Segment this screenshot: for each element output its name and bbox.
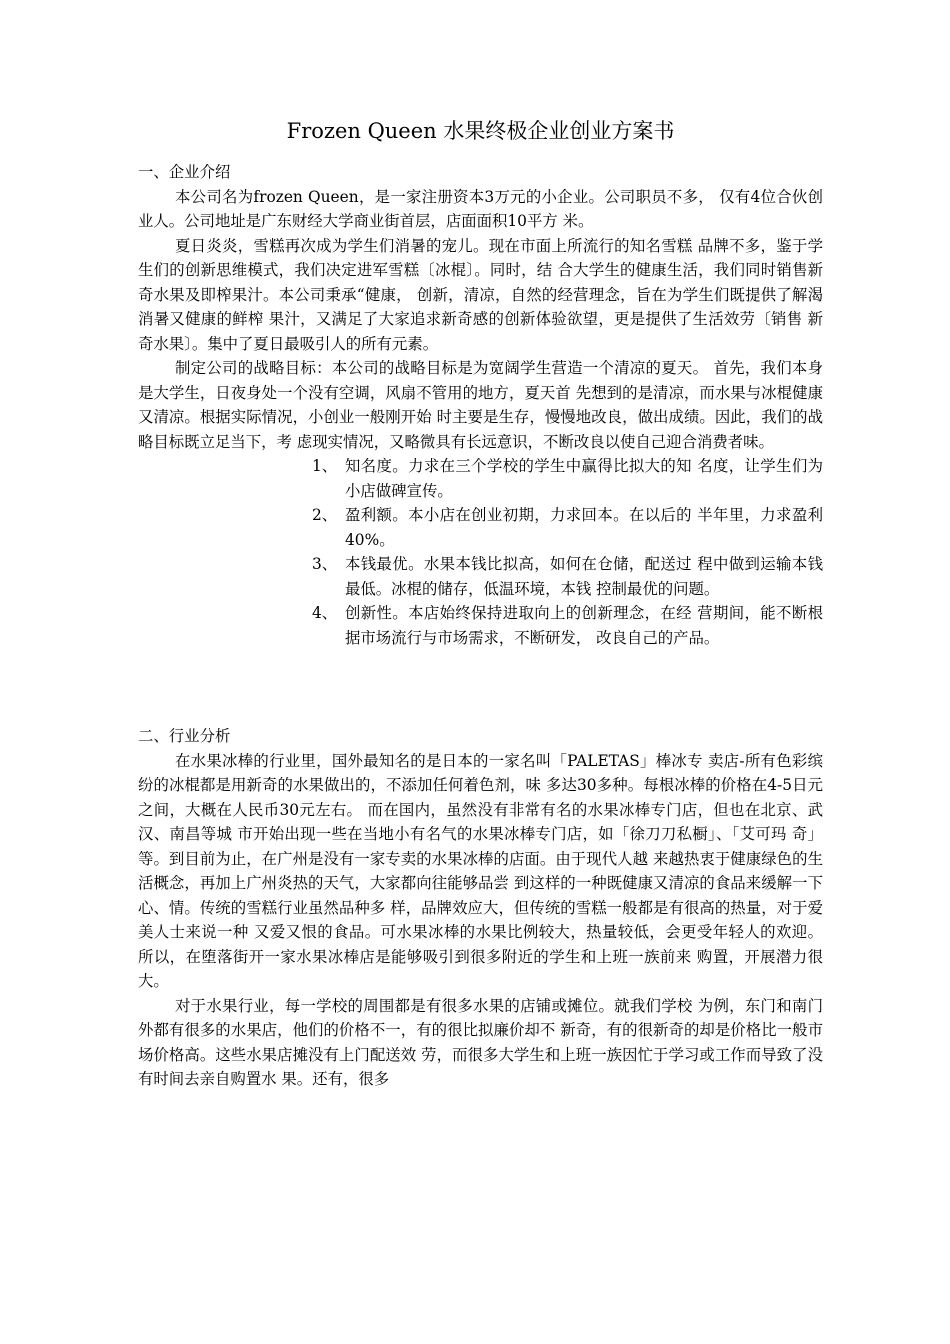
list-item-text: 盈利额。本小店在创业初期，力求回本。在以后的 半年里，力求盈利40%。 — [345, 506, 823, 549]
section-heading-company-intro: 一、企业介绍 — [138, 163, 231, 181]
document-body — [138, 160, 823, 1092]
list-item-text: 知名度。力求在三个学校的学生中赢得比拟大的知 名度，让学生们为小店做碑宣传。 — [345, 457, 823, 500]
paragraph: 夏日炎炎，雪糕再次成为学生们消暑的宠儿。现在市面上所流行的知名雪糕 品牌不多，鉴于学生们的创新思维模式，我们决定进军雪糕〔冰棍〕。同时，结 合大学生的健康生活，我们同时销售新奇水果及即榨果汁。本公司秉承“健康， 创新，清凉，自然的经营理念，旨在为学生们既提供了解渴消暑又健康的鲜榨 果汁，又满足了大家追求新奇感的创新体验欲望，更是提供了生活效劳〔销售 新奇水果〕。集中了夏日最吸引人的所有元素。 — [138, 236, 823, 353]
section-heading-industry-analysis: 二、行业分析 — [138, 727, 231, 745]
list-item-text: 本钱最优。水果本钱比拟高，如何在仓储，配送过 程中做到运输本钱最低。冰棍的储存，低温环境，本钱 控制最优的问题。 — [345, 555, 823, 598]
strategic-goals-list — [312, 454, 823, 650]
list-item — [312, 454, 823, 503]
list-number: 2、 — [312, 506, 338, 524]
list-item — [312, 601, 823, 650]
list-item — [312, 503, 823, 552]
list-number: 4、 — [312, 604, 338, 622]
document-title: Frozen Queen 水果终极企业创业方案书 — [286, 119, 675, 143]
paragraph: 制定公司的战略目标：本公司的战略目标是为宽阔学生营造一个清凉的夏天。 首先，我们本身是大学生，日夜身处一个没有空调，风扇不管用的地方，夏天首 先想到的是清凉，而水果与冰棍健康又清凉。根据实际情况，小创业一般刚开始 时主要是生存，慢慢地改良，做出成绩。因此，我们的战略目标既立足当下，考 虑现实情况，又略微具有长远意识，不断改良以使自己迎合消费者味。 — [138, 359, 823, 451]
list-item — [312, 552, 823, 601]
paragraph: 对于水果行业，每一学校的周围都是有很多水果的店铺或摊位。就我们学校 为例，东门和南门外都有很多的水果店，他们的价格不一，有的很比拟廉价却不 新奇，有的很新奇的却是价格比一般市场价格高。这些水果店摊没有上门配送效 劳，而很多大学生和上班一族因忙于学习或工作而导致了没有时间去亲自购置水 果。还有，很多 — [138, 996, 823, 1088]
paragraph: 在水果冰棒的行业里，国外最知名的是日本的一家名叫「PALETAS」棒冰专 卖店-所有色彩缤纷的冰棍都是用新奇的水果做出的，不添加任何着色剂，味 多达30多种。每根冰棒的价格在4-5日元之间，大概在人民币30元左右。 而在国内，虽然没有非常有名的水果冰棒专门店，但也在北京、武汉、南昌等城 市开始出现一些在当地小有名气的水果冰棒专门店，如「徐刀刀私橱」、「艾可玛 奇」等。到目前为止，在广州是没有一家专卖的水果冰棒的店面。由于现代人越 来越热衷于健康绿色的生活概念，再加上广州炎热的天气，大家都向往能够品尝 到这样的一种既健康又清凉的食品来缓解一下心、情。传统的雪糕行业虽然品种多 样，品牌效应大，但传统的雪糕一般都是有很高的热量，对于爱美人士来说一种 又爱又恨的食品。可水果冰棒的水果比例较大，热量较低，会更受年轻人的欢迎。 所以，在堕落街开一家水果冰棒店是能够吸引到很多附近的学生和上班一族前来 购置，开展潜力很大。 — [138, 751, 823, 990]
list-number: 3、 — [312, 555, 338, 573]
section-spacer — [138, 650, 823, 724]
list-item-text: 创新性。本店始终保持进取向上的创新理念，在经 营期间，能不断根据市场流行与市场需求，不断研发， 改良自己的产品。 — [345, 604, 823, 647]
paragraph: 本公司名为frozen Queen，是一家注册资本3万元的小企业。公司职员不多， 仅有4位合伙创业人。公司地址是广东财经大学商业街首层，店面面积10平方 米。 — [138, 187, 823, 230]
list-number: 1、 — [312, 457, 338, 475]
